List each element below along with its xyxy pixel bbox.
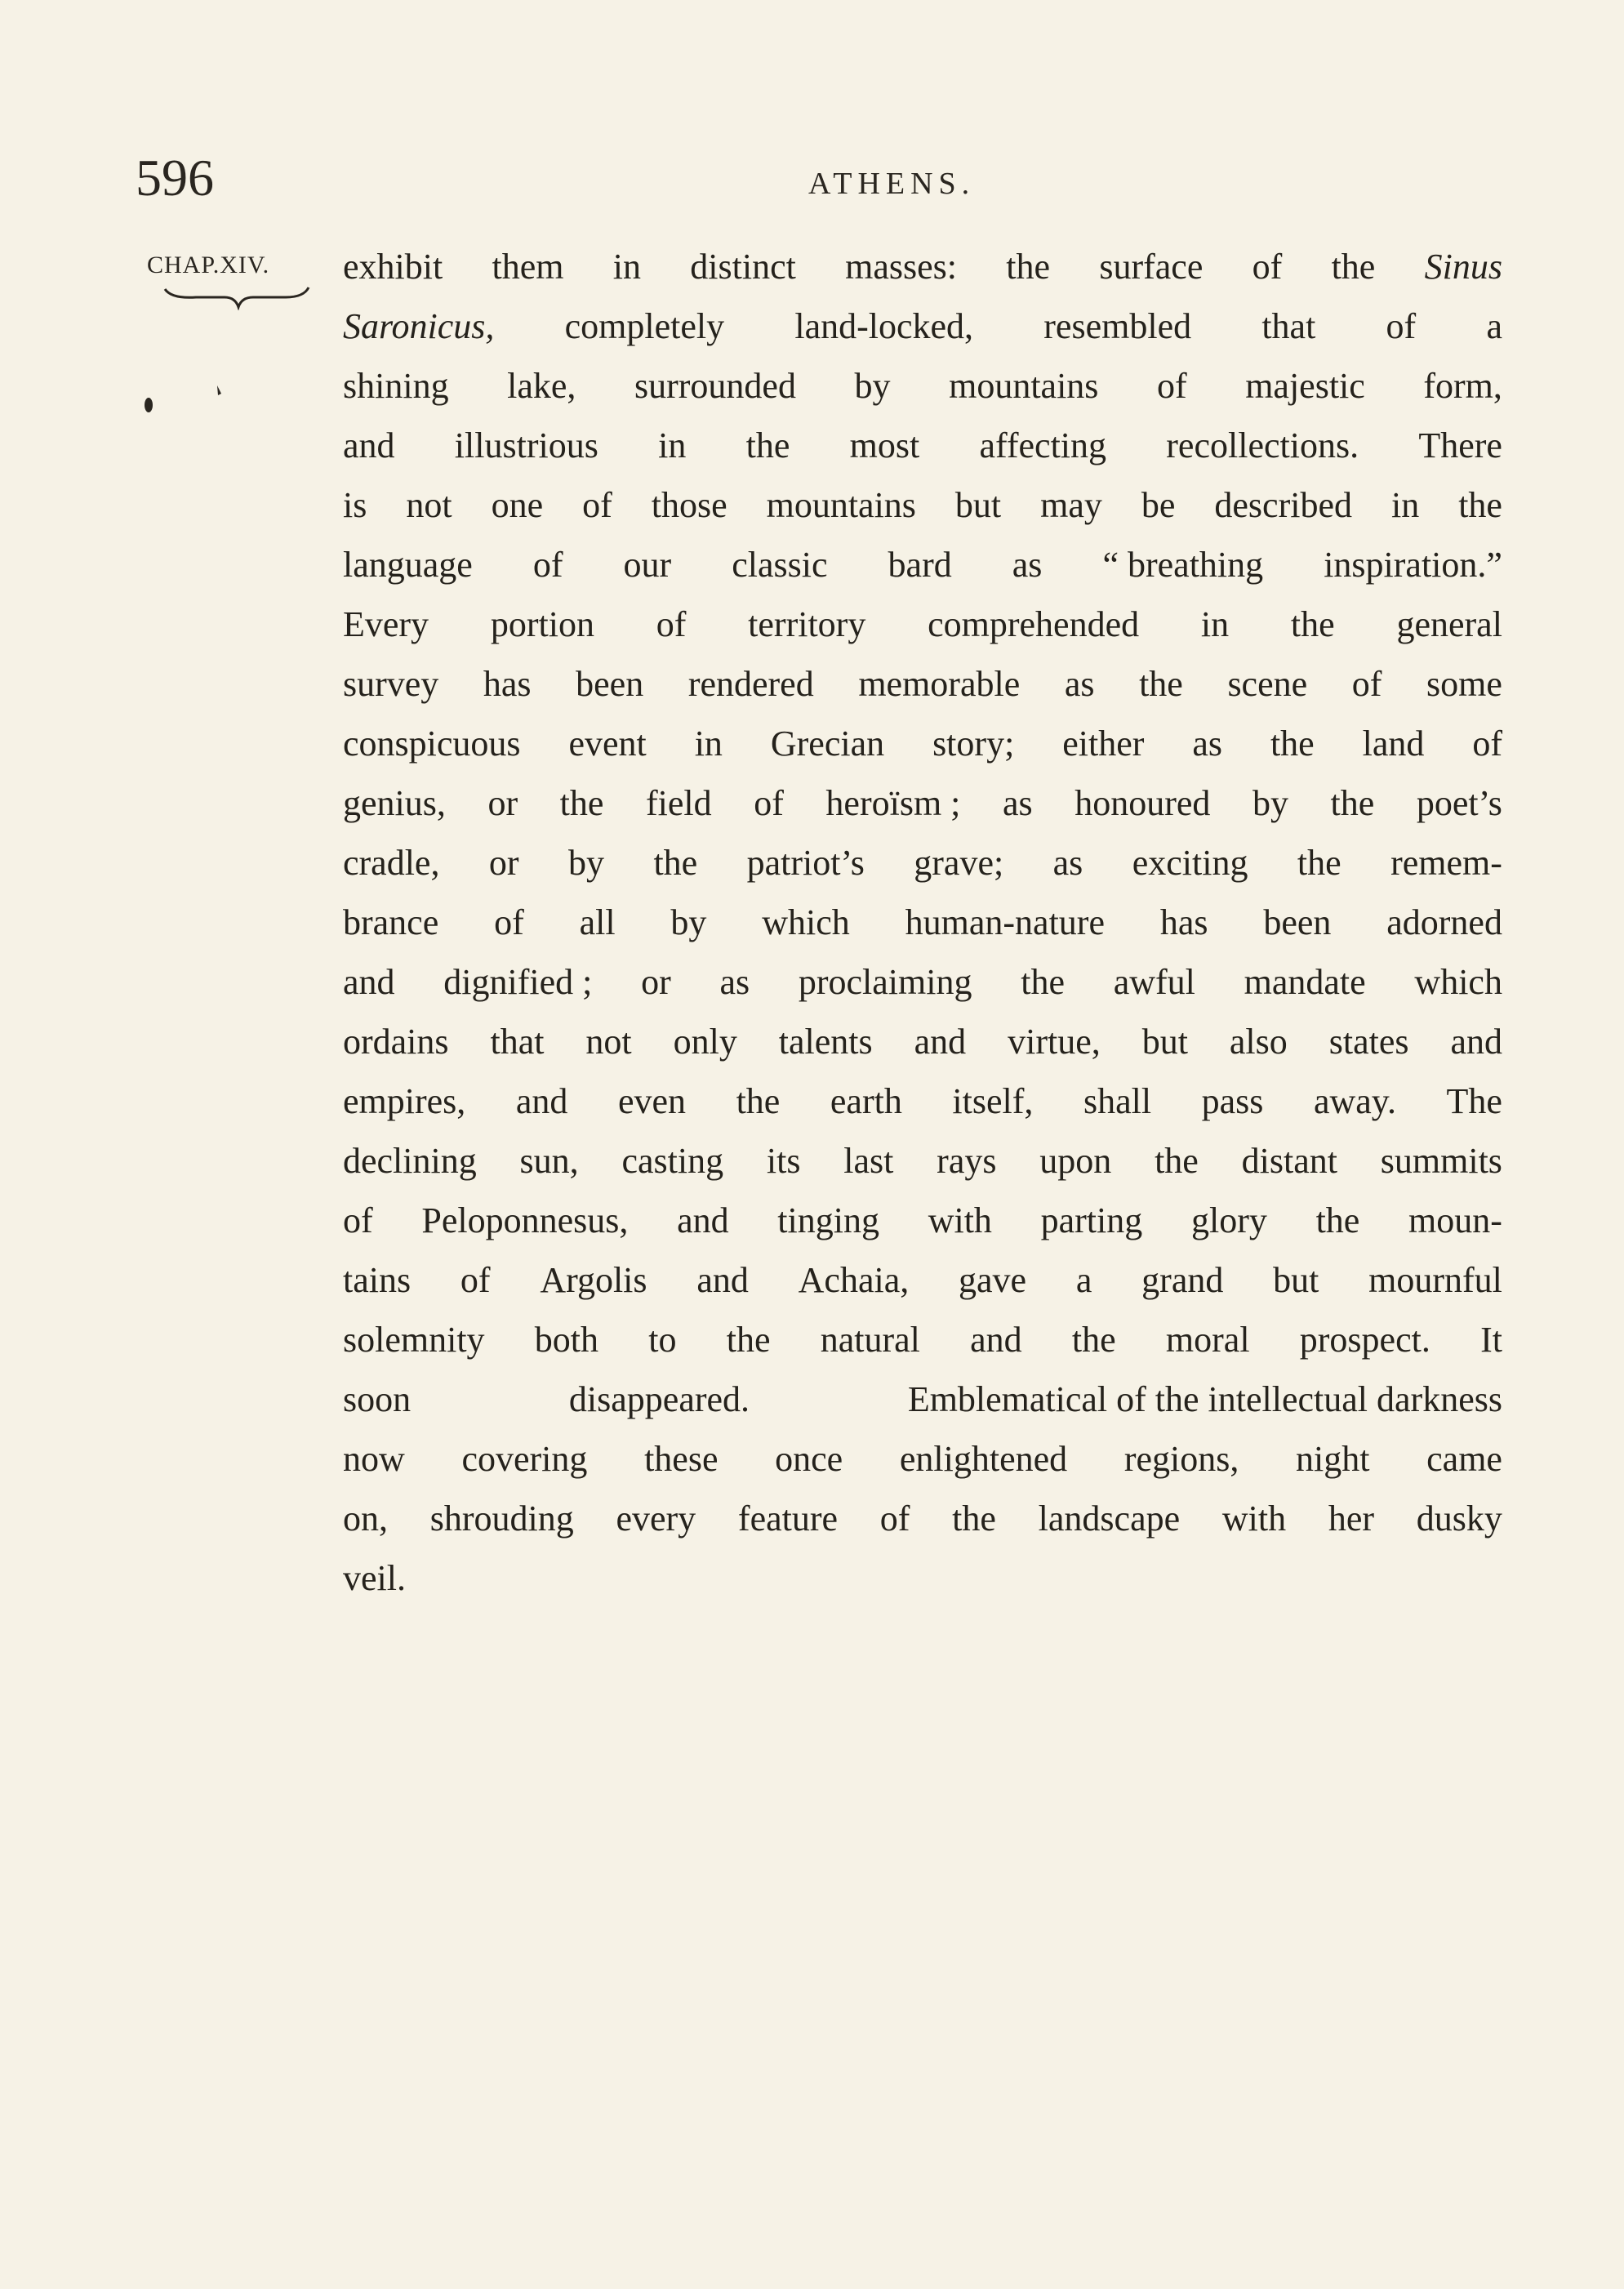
word: the — [1155, 1141, 1199, 1181]
word: human-nature — [905, 902, 1105, 942]
word: came — [1426, 1439, 1502, 1479]
text-line — [343, 535, 1502, 595]
word: the — [1331, 247, 1376, 287]
word: a — [1075, 1260, 1092, 1300]
word: virtue, — [1008, 1022, 1101, 1062]
word: Argolis — [540, 1260, 647, 1300]
word: not — [406, 485, 452, 525]
word: conspicuous — [343, 724, 521, 764]
word: these — [644, 1439, 719, 1479]
word: tinging — [777, 1200, 879, 1240]
text-line — [343, 416, 1502, 475]
word: our — [623, 545, 672, 585]
word: Saronicus, — [343, 306, 495, 346]
word: moral — [1165, 1320, 1250, 1360]
word: proclaiming — [798, 962, 972, 1002]
word: of — [1252, 247, 1283, 287]
word: but — [954, 485, 1002, 525]
word: tains — [343, 1260, 412, 1300]
word: every — [616, 1499, 696, 1539]
word: as — [1192, 724, 1222, 764]
text-line — [343, 237, 1502, 296]
word: one — [491, 485, 544, 525]
text-line — [343, 1191, 1502, 1250]
word: all — [579, 902, 616, 942]
word: It — [1480, 1320, 1502, 1360]
page-number: 596 — [136, 149, 214, 207]
body-text — [343, 237, 1502, 1608]
text-line — [343, 1548, 1502, 1608]
word: upon — [1039, 1141, 1112, 1181]
word: last — [843, 1141, 894, 1181]
word: and — [696, 1260, 749, 1300]
word: but — [1141, 1022, 1188, 1062]
word: covering — [461, 1439, 588, 1479]
text-line — [343, 1131, 1502, 1191]
word: patriot’s — [746, 843, 865, 883]
word: and — [970, 1320, 1022, 1360]
word: solemnity — [343, 1320, 485, 1360]
word: completely — [564, 306, 725, 346]
word: of — [1386, 306, 1417, 346]
word: recollections. — [1166, 425, 1359, 465]
word: the — [1071, 1320, 1116, 1360]
word: those — [651, 485, 727, 525]
word: illustrious — [454, 425, 598, 465]
word: of — [582, 485, 612, 525]
word: ordains — [343, 1022, 449, 1062]
word: summits — [1380, 1141, 1502, 1181]
word: of — [1351, 664, 1382, 704]
word: affecting — [979, 425, 1107, 465]
word: majestic — [1245, 366, 1365, 406]
word: soon — [343, 1379, 412, 1419]
word: may — [1040, 485, 1102, 525]
text-line — [343, 1489, 1502, 1548]
running-head: ATHENS. — [808, 167, 976, 201]
text-line — [343, 475, 1502, 535]
word: not — [585, 1022, 632, 1062]
word: rendered — [687, 664, 814, 704]
word: pass — [1201, 1081, 1264, 1121]
word: shall — [1083, 1081, 1152, 1121]
word: and — [515, 1081, 568, 1121]
word: of — [343, 1200, 373, 1240]
brace-ornament-icon — [163, 286, 310, 310]
word: in — [658, 425, 687, 465]
word: mountains — [766, 485, 916, 525]
word: earth — [830, 1081, 902, 1121]
word: territory — [748, 604, 866, 644]
word: parting — [1040, 1200, 1143, 1240]
word: the — [1021, 962, 1065, 1002]
word: night — [1296, 1439, 1370, 1479]
word: the — [1290, 604, 1335, 644]
word: resembled — [1043, 306, 1192, 346]
word: to — [648, 1320, 677, 1360]
word: the — [559, 783, 604, 823]
word: or — [488, 843, 519, 883]
word: of — [532, 545, 563, 585]
word: with — [928, 1200, 992, 1240]
word: shining — [343, 366, 449, 406]
word: the — [736, 1081, 781, 1121]
word: brance — [343, 902, 439, 942]
word: natural — [820, 1320, 920, 1360]
word: moun- — [1408, 1200, 1502, 1240]
word: of — [460, 1260, 491, 1300]
word: and — [1450, 1022, 1502, 1062]
text-line — [343, 1369, 1502, 1429]
word: exhibit — [343, 247, 443, 287]
word: them — [492, 247, 564, 287]
word: that — [1261, 306, 1316, 346]
text-line — [343, 833, 1502, 893]
word: has — [1159, 902, 1208, 942]
text-line — [343, 1012, 1502, 1071]
word: or — [641, 962, 671, 1002]
word: of — [879, 1499, 910, 1539]
word: and — [343, 425, 395, 465]
word: both — [534, 1320, 599, 1360]
word: heroïsm ; — [825, 783, 961, 823]
text-line — [343, 1250, 1502, 1310]
word: event — [568, 724, 647, 764]
word: been — [576, 664, 644, 704]
word: in — [612, 247, 641, 287]
word: land — [1362, 724, 1425, 764]
word: grave; — [914, 843, 1004, 883]
word: mountains — [949, 366, 1099, 406]
text-line — [343, 296, 1502, 356]
word: feature — [737, 1499, 839, 1539]
text-line — [343, 952, 1502, 1012]
word: only — [673, 1022, 737, 1062]
word: the — [1270, 724, 1315, 764]
word: in — [694, 724, 723, 764]
word: enlightened — [899, 1439, 1068, 1479]
text-line — [343, 595, 1502, 654]
word: been — [1263, 902, 1332, 942]
word: disappeared. — [568, 1379, 750, 1419]
word: masses: — [845, 247, 957, 287]
word: away. — [1313, 1081, 1396, 1121]
word: casting — [621, 1141, 724, 1181]
word: the — [1330, 783, 1375, 823]
word: with — [1221, 1499, 1287, 1539]
word: the — [1458, 485, 1502, 525]
text-line — [343, 654, 1502, 714]
word: most — [849, 425, 920, 465]
word: sun, — [519, 1141, 579, 1181]
word: poet’s — [1416, 783, 1502, 823]
word: by — [670, 902, 707, 942]
word: inspiration.” — [1324, 545, 1502, 585]
word: as — [719, 962, 750, 1002]
word: of — [494, 902, 524, 942]
word: by — [568, 843, 604, 883]
word: empires, — [343, 1081, 466, 1121]
word: by — [1252, 783, 1288, 823]
word: its — [766, 1141, 801, 1181]
word: and — [677, 1200, 729, 1240]
chapter-marginal-note: CHAP.XIV. — [147, 252, 270, 278]
word: dusky — [1416, 1499, 1502, 1539]
word: glory — [1190, 1200, 1267, 1240]
word: land-locked, — [794, 306, 974, 346]
word: once — [775, 1439, 843, 1479]
word: the — [726, 1320, 771, 1360]
text-line — [343, 773, 1502, 833]
word: portion — [490, 604, 594, 644]
word: “ breathing — [1102, 545, 1264, 585]
word: distant — [1241, 1141, 1337, 1181]
word: and — [914, 1022, 967, 1062]
text-line — [343, 714, 1502, 773]
word: story; — [932, 724, 1015, 764]
word: itself, — [952, 1081, 1034, 1121]
word: veil. — [343, 1558, 406, 1598]
word: shrouding — [429, 1499, 574, 1539]
word: the — [1297, 843, 1341, 883]
word: as — [1002, 783, 1033, 823]
word: as — [1052, 843, 1083, 883]
word: in — [1390, 485, 1420, 525]
word: The — [1446, 1081, 1502, 1121]
text-line — [343, 1071, 1502, 1131]
word: classic — [732, 545, 828, 585]
word: of — [1472, 724, 1502, 764]
word: also — [1229, 1022, 1288, 1062]
word: adorned — [1386, 902, 1502, 942]
word: cradle, — [343, 843, 440, 883]
word: Achaia, — [798, 1260, 910, 1300]
word: mournful — [1368, 1260, 1502, 1300]
word: language — [343, 545, 473, 585]
word: in — [1200, 604, 1230, 644]
word: some — [1426, 664, 1502, 704]
word: described — [1214, 485, 1352, 525]
word: as — [1064, 664, 1095, 704]
word: gave — [959, 1260, 1027, 1300]
word: bard — [888, 545, 952, 585]
word: rays — [937, 1141, 997, 1181]
word: which — [762, 902, 850, 942]
word: regions, — [1123, 1439, 1239, 1479]
word: Grecian — [770, 724, 885, 764]
word: declining — [343, 1141, 477, 1181]
word: the — [1315, 1200, 1360, 1240]
word: surrounded — [634, 366, 796, 406]
word: Sinus — [1424, 247, 1502, 287]
word: has — [483, 664, 532, 704]
word: Peloponnesus, — [421, 1200, 629, 1240]
word: even — [617, 1081, 687, 1121]
text-line — [343, 356, 1502, 416]
word: her — [1328, 1499, 1375, 1539]
word: the — [745, 425, 790, 465]
word: by — [854, 366, 891, 406]
word: the — [952, 1499, 996, 1539]
word: comprehended — [928, 604, 1140, 644]
word: states — [1328, 1022, 1409, 1062]
word: or — [487, 783, 518, 823]
word: that — [490, 1022, 545, 1062]
word: distinct — [690, 247, 796, 287]
word: general — [1396, 604, 1502, 644]
word: as — [1012, 545, 1043, 585]
word: the — [653, 843, 698, 883]
word: Emblematical of the intellectual darkness — [907, 1379, 1502, 1419]
word: Every — [343, 604, 429, 644]
word: now — [343, 1439, 405, 1479]
word: field — [646, 783, 712, 823]
word: dignified ; — [443, 962, 593, 1002]
word: genius, — [343, 783, 446, 823]
word: the — [1006, 247, 1051, 287]
word: There — [1418, 425, 1502, 465]
word: remem- — [1390, 843, 1502, 883]
word: form, — [1423, 366, 1502, 406]
word: survey — [343, 664, 439, 704]
word: surface — [1099, 247, 1204, 287]
word: lake, — [507, 366, 576, 406]
word: be — [1141, 485, 1176, 525]
word: is — [343, 485, 367, 525]
word: mandate — [1244, 962, 1366, 1002]
word: which — [1414, 962, 1502, 1002]
word: exciting — [1132, 843, 1248, 883]
word: either — [1062, 724, 1145, 764]
word: the — [1139, 664, 1183, 704]
word: talents — [778, 1022, 873, 1062]
word: but — [1273, 1260, 1319, 1300]
text-line — [343, 893, 1502, 952]
word: prospect. — [1299, 1320, 1430, 1360]
word: honoured — [1075, 783, 1211, 823]
word: scene — [1227, 664, 1308, 704]
word: of — [656, 604, 687, 644]
word: memorable — [858, 664, 1021, 704]
word: a — [1486, 306, 1502, 346]
word: and — [343, 962, 395, 1002]
word: landscape — [1038, 1499, 1181, 1539]
word: awful — [1113, 962, 1195, 1002]
text-line — [343, 1429, 1502, 1489]
word: on, — [343, 1499, 388, 1539]
word: of — [754, 783, 784, 823]
word: of — [1156, 366, 1187, 406]
word: grand — [1141, 1260, 1224, 1300]
text-line — [343, 1310, 1502, 1369]
ink-speck-marks — [139, 376, 237, 425]
